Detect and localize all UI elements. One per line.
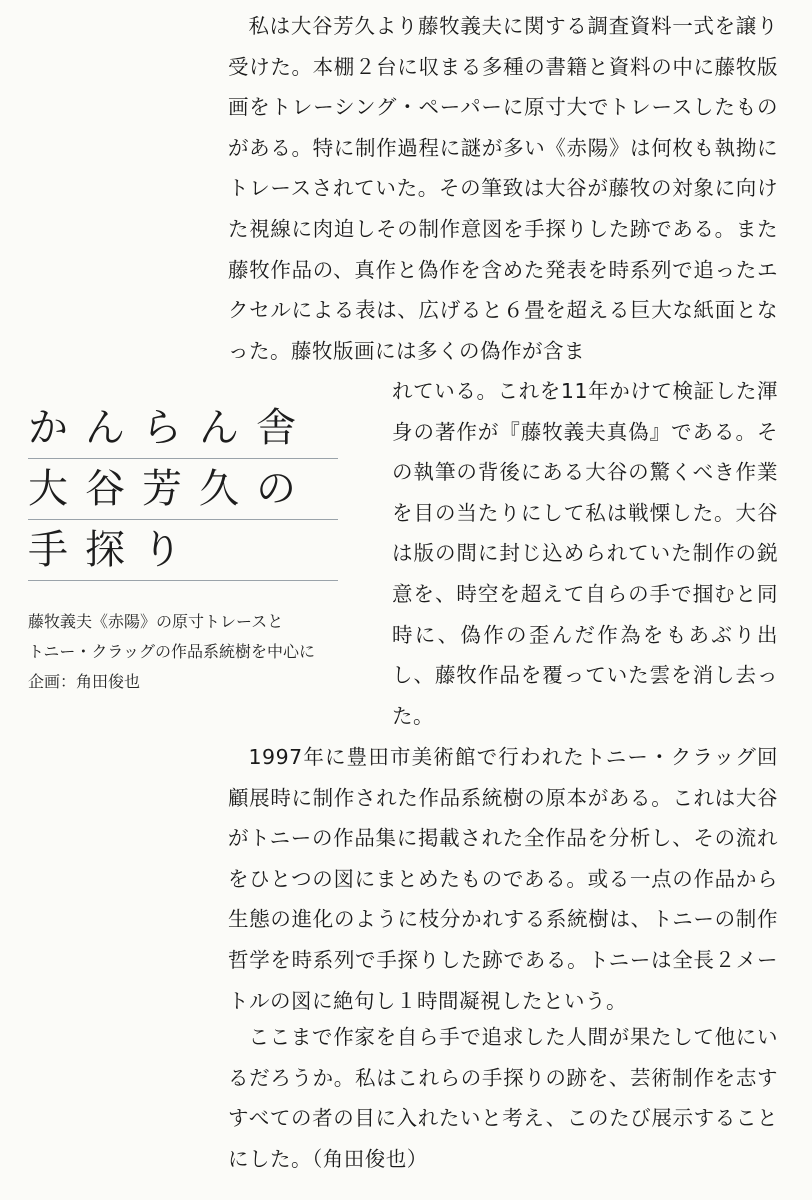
title-line-subject: 手探り: [28, 520, 338, 581]
title-line-gallery: かんらん舎: [28, 398, 338, 459]
exhibition-caption: [28, 607, 368, 697]
paragraph-4: ここまで作家を自ら手で追求した人間が果たして他にいるだろうか。私はこれらの手探りの跡を、芸術制作を志すすべての者の目に入れたいと考え、このたび展示することにした。（角田俊也）: [228, 1025, 778, 1171]
caption-line-2: トニー・クラッグの作品系統樹を中心に: [28, 642, 316, 661]
exhibition-title: [28, 398, 338, 581]
caption-line-1: 藤牧義夫《赤陽》の原寸トレースと: [28, 612, 284, 631]
paragraph-3: 1997年に豊田市美術館で行われたトニー・クラッグ回顧展時に制作された作品系統樹の原本がある。これは大谷がトニーの作品集に掲載された全作品を分析し、その流れをひとつの図にまとめたものである。或る一点の作品から生態の進化のように枝分かれする系統樹は、トニーの制作哲学を時系列で手探りした跡である。トニーは全長２メートルの図に絶句し１時間凝視したという。: [228, 745, 778, 1013]
title-line-name: 大谷芳久の: [28, 459, 338, 520]
paragraph-1: 私は大谷芳久より藤牧義夫に関する調査資料一式を譲り受けた。本棚２台に収まる多種の書籍と資料の中に藤牧版画をトレーシング・ペーパーに原寸大でトレースしたものがある。特に制作過程に謎が多い《赤陽》は何枚も執拗にトレースされていた。その筆致は大谷が藤牧の対象に向けた視線に肉迫しその制作意図を手探りした跡である。また藤牧作品の、真作と偽作を含めた発表を時系列で追ったエクセルによる表は、広げると６畳を超える巨大な紙面となった。藤牧版画には多くの偽作が含ま: [228, 14, 778, 363]
caption-line-curator: 企画：角田俊也: [28, 672, 141, 691]
paragraph-2: れている。これを11年かけて検証した渾身の著作が『藤牧義夫真偽』である。その執筆の背後にある大谷の驚くべき作業を目の当たりにして私は戦慄した。大谷は版の間に封じ込められていた制作の鋭意を、時空を超えて自らの手で掴むと同時に、偽作の歪んだ作為をもあぶり出し、藤牧作品を覆っていた雲を消し去った。: [392, 379, 778, 728]
